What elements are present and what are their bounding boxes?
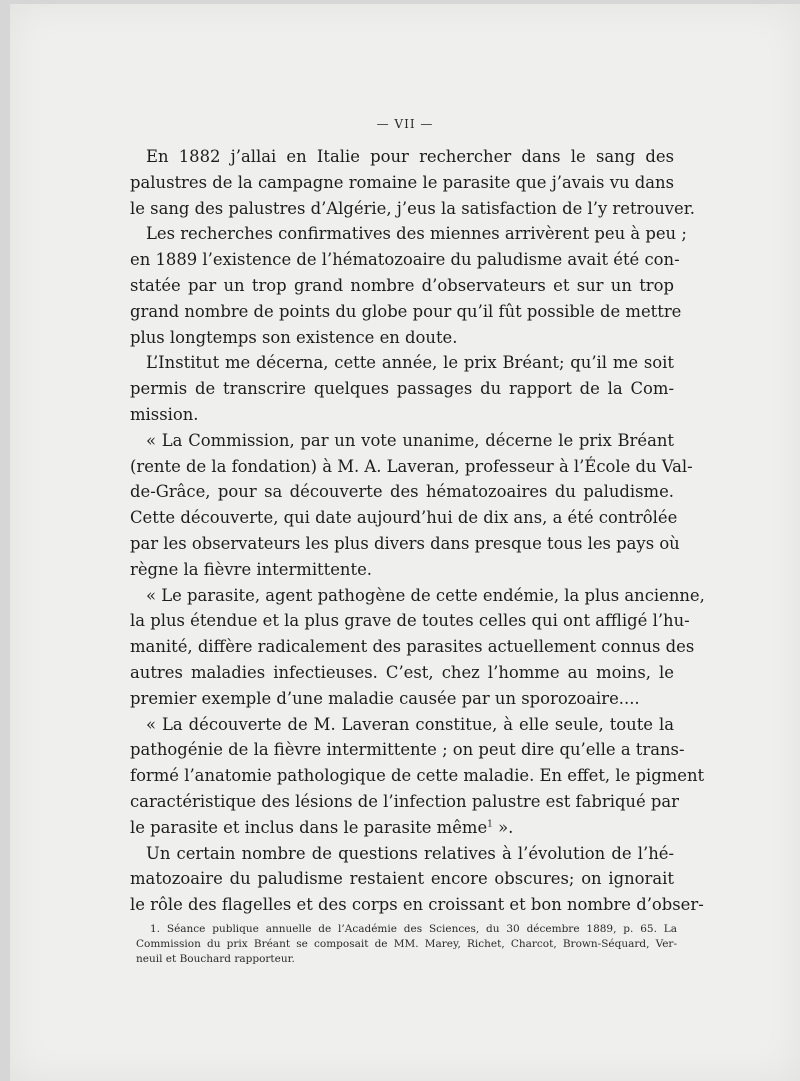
text-line: L’Institut me décerna, cette année, le prix Bréant; qu’il me soit <box>146 353 674 373</box>
text-line: Les recherches confirmatives des miennes arrivèrent peu à peu ; <box>146 224 687 244</box>
text-line: mission. <box>130 404 199 424</box>
text-line: le sang des palustres d’Algérie, j’eus la satisfaction de l’y retrouver. <box>130 198 696 218</box>
text-line: « Le parasite, agent pathogène de cette endémie, la plus ancienne, <box>146 585 705 605</box>
text-line: En 1882 j’allai en Italie pour rechercher dans le sang des <box>146 147 674 166</box>
text-fragment: le parasite et inclus dans le parasite même <box>130 817 488 837</box>
text-line: en 1889 l’existence de l’hématozoaire du paludisme avait été con- <box>130 250 680 270</box>
text-line: grand nombre de points du globe pour qu’il fût possible de mettre <box>130 301 682 321</box>
paragraph-2 <box>130 221 687 350</box>
text-line: Cette découverte, qui date aujourd’hui de dix ans, a été contrôlée <box>130 508 678 528</box>
text-line: (rente de la fondation) à M. A. Laveran, professeur à l’École du Val- <box>130 456 693 476</box>
paragraph-5 <box>130 583 705 712</box>
text-line: formé l’anatomie pathologique de cette maladie. En effet, le pigment <box>130 766 705 786</box>
footnote <box>136 922 677 967</box>
text-line-with-footnote <box>130 815 674 841</box>
paragraph-7 <box>130 841 704 918</box>
body-text <box>130 144 705 918</box>
text-line: « La Commission, par un vote unanime, décerne le prix Bréant <box>146 430 674 450</box>
footnote-line: neuil et Bouchard rapporteur. <box>136 953 295 965</box>
text-line: manité, diffère radicalement des parasites actuellement connus des <box>130 637 695 657</box>
text-line: plus longtemps son existence en doute. <box>130 327 458 347</box>
text-line: matozoaire du paludisme restaient encore obscures; on ignorait <box>130 869 674 889</box>
text-line: « La découverte de M. Laveran constitue, à elle seule, toute la <box>146 714 674 734</box>
text-line: de-Grâce, pour sa découverte des hématozoaires du paludisme. <box>130 482 674 502</box>
text-line: autres maladies infectieuses. C’est, chez l’homme au moins, le <box>130 662 674 682</box>
paragraph-1 <box>130 144 696 221</box>
text-line: le rôle des flagelles et des corps en croissant et bon nombre d’obser- <box>130 895 704 915</box>
text-line: Un certain nombre de questions relatives à l’évolution de l’hé- <box>146 843 674 863</box>
paragraph-4 <box>130 428 693 583</box>
text-line: pathogénie de la fièvre intermittente ; on peut dire qu’elle a trans- <box>130 740 685 760</box>
text-line: la plus étendue et la plus grave de toutes celles qui ont affligé l’hu- <box>130 611 690 631</box>
footnote-ref: 1 <box>487 819 493 830</box>
text-line: règne la fièvre intermittente. <box>130 559 372 579</box>
text-line: palustres de la campagne romaine le parasite que j’avais vu dans <box>130 172 674 192</box>
text-line: premier exemple d’une maladie causée par un sporozoaire.... <box>130 688 640 708</box>
paragraph-3 <box>130 350 674 427</box>
text-fragment: ». <box>492 817 514 837</box>
text-line: caractéristique des lésions de l’infection palustre est fabriqué par <box>130 791 679 811</box>
paragraph-6 <box>130 712 705 841</box>
footnote-line: 1. Séance publique annuelle de l’Académie des Sciences, du 30 décembre 1889, p. 65. La <box>150 923 677 935</box>
text-line: permis de transcrire quelques passages du rapport de la Com- <box>130 379 674 399</box>
footnote-line: Commission du prix Bréant se composait de MM. Marey, Richet, Charcot, Brown-Séquard, Ver- <box>136 938 677 950</box>
text-line: statée par un trop grand nombre d’observateurs et sur un trop <box>130 275 674 295</box>
page-number: — VII — <box>376 117 434 131</box>
text-line: par les observateurs les plus divers dans presque tous les pays où <box>130 533 680 553</box>
document-page <box>10 4 800 1081</box>
